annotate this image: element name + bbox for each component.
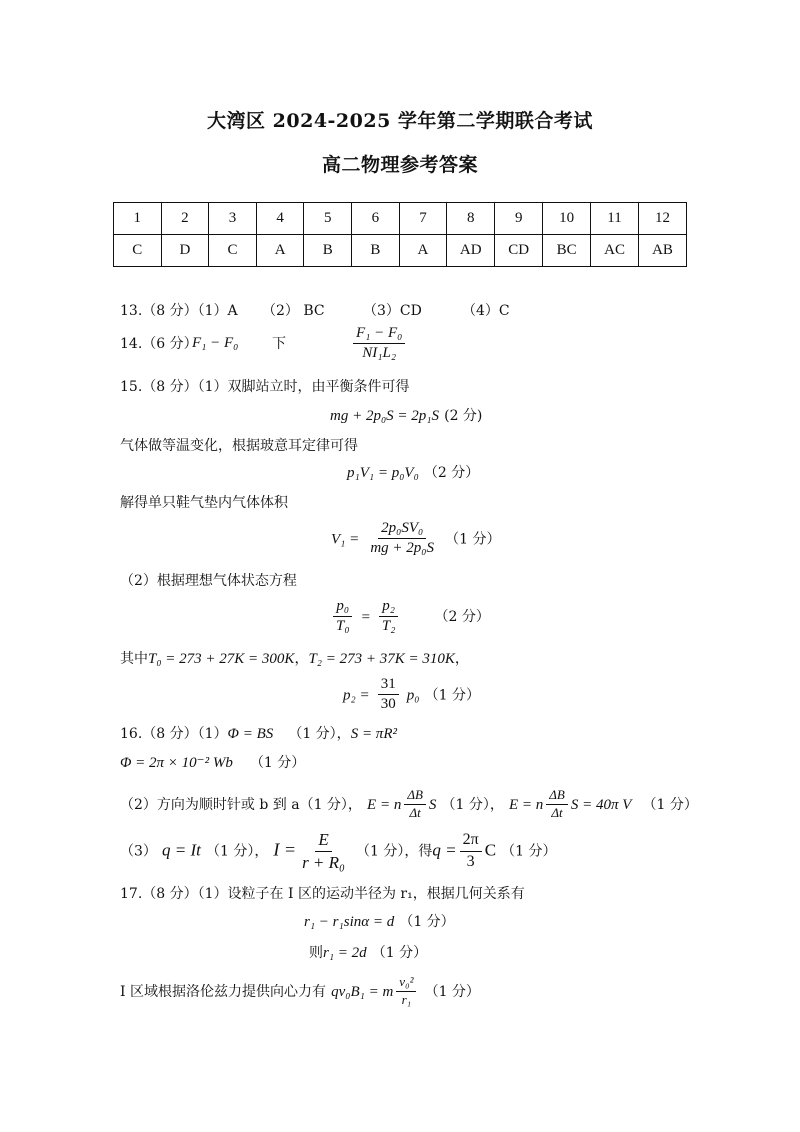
answer-table-answer-row (114, 235, 687, 267)
q13-part1: （1）A (197, 303, 238, 319)
q15-line-5-prefix: 其中 (120, 651, 148, 667)
q15-eq-5-numerator: 31 (378, 676, 399, 695)
q15-line-1: 15.（8 分）（1）双脚站立时，由平衡条件可得 (120, 379, 410, 395)
question-number-cell: 7 (399, 203, 447, 235)
question-number-cell: 10 (543, 203, 591, 235)
q17-line-3-numerator: v₀² (396, 975, 416, 992)
answer-cell: AB (639, 235, 687, 267)
q16-line-4-score-3: （1 分） (501, 843, 557, 860)
q14-head: 14.（6 分） (120, 336, 198, 352)
q16-line-4-eq2-denominator: r + R₀ (302, 852, 345, 872)
q16-line-3 (120, 788, 698, 821)
q16-line-2 (120, 752, 305, 772)
q17-line-3 (120, 975, 480, 1008)
exam-title: 大湾区 2024-2025 学年第二学期联合考试 (207, 110, 593, 132)
q15-line-5-end: ， (454, 651, 469, 667)
q13-part3: （3）CD (363, 303, 422, 319)
answer-cell: AC (591, 235, 639, 267)
answer-cell: A (256, 235, 304, 267)
exam-subtitle: 高二物理参考答案 (321, 154, 478, 176)
q15-eq-1 (330, 405, 482, 425)
q16-line-4-eq2-numerator: E (315, 830, 331, 852)
q15-line-5-t0: T₀ = 273 + 27K = 300K (148, 651, 295, 667)
q15-eq-3-denominator: mg + 2p₀S (370, 540, 435, 557)
answer-cell: C (114, 235, 162, 267)
q15-eq-3-lhs: V₁ = (331, 531, 360, 548)
q16-line-4-head: （3） (120, 843, 157, 860)
question-number-cell: 12 (639, 203, 687, 235)
q13-line (120, 300, 238, 320)
q17-eq-2 (309, 942, 427, 962)
q17-eq-1-score: （1 分） (399, 914, 455, 930)
answer-cell: A (399, 235, 447, 267)
q15-eq-2-formula: p₁V₁ = p₀V₀ (347, 465, 419, 481)
q16-line-2-score: （1 分） (249, 755, 306, 771)
q15-line-3: 解得单只鞋气垫内气体体积 (120, 495, 288, 511)
answer-cell: AD (447, 235, 495, 267)
question-number-cell: 4 (256, 203, 304, 235)
q16-line-1-score: （1 分）， (288, 726, 351, 742)
question-number-cell: 5 (304, 203, 352, 235)
answer-cell: D (161, 235, 209, 267)
q17-eq-2-score: （1 分） (371, 945, 428, 961)
question-number-cell: 2 (161, 203, 209, 235)
q14-answer-1: F₁ − F₀ (192, 335, 239, 351)
question-number-cell: 9 (495, 203, 543, 235)
q15-eq-4: $\frac{\text{p₀}}{\text{T₀}}$ = $\frac{\text{p₂}}{\text{T₂}}$ （2 分） (330, 598, 490, 636)
q15-eq-1-score: (2 分) (444, 408, 483, 424)
answer-cell: C (209, 235, 257, 267)
q13-part4: （4）C (462, 303, 510, 319)
q17-eq-2-prefix: 则 (309, 945, 323, 961)
q15-eq-5-lhs: p₂ = (343, 687, 370, 704)
q16-line-3-head: （2）方向为顺时针或 b 到 a（1 分）， (120, 796, 362, 813)
q15-eq-5-score: （1 分） (424, 687, 480, 704)
q16-line-4-score-2: （1 分），得 (356, 843, 433, 860)
question-number-cell: 3 (209, 203, 257, 235)
q14-answer-3 (350, 325, 408, 363)
q17-eq-2-formula: r₁ = 2d (323, 945, 367, 961)
q15-line-5 (120, 648, 469, 668)
q15-line-2: 气体做等温变化，根据玻意耳定律可得 (120, 438, 358, 454)
q16-line-4-eq3-numerator: 2π (460, 831, 482, 851)
q16-line-4-score-1: （1 分）， (205, 843, 269, 860)
q16-line-4-eq3-denominator: 3 (466, 852, 475, 870)
q15-line-5-t2: T₂ = 273 + 37K = 310K (308, 651, 455, 667)
answer-cell: B (304, 235, 352, 267)
q15-eq-1-formula: mg + 2p₀S = 2p₁S (330, 408, 440, 424)
q16-line-3-eq2-numerator: ΔB (546, 788, 568, 805)
q16-line-3-eq2-denominator: Δt (551, 804, 563, 820)
q16-line-3-eq1-rhs: S (428, 796, 437, 813)
q17-eq-1 (304, 911, 455, 931)
q15-eq-5 (343, 676, 480, 714)
q15-eq-4-right-numerator: p₂ (379, 598, 398, 617)
q15-eq-4-left-numerator: p₀ (333, 598, 352, 617)
q17-line-3-score: （1 分） (424, 983, 480, 1000)
q15-eq-4-right-denominator: T₂ (381, 618, 396, 635)
q15-eq-2 (347, 462, 479, 482)
q15-line-5-sep: ， (294, 651, 309, 667)
question-number-cell: 11 (591, 203, 639, 235)
q16-line-1-eq: Φ = BS (227, 726, 274, 742)
q15-eq-3 (331, 520, 500, 558)
q13-part2: （2） BC (262, 303, 325, 319)
q17-line-3-lhs: qv₀B₁ = m (331, 983, 394, 1000)
q16-line-3-score-2: （1 分） (642, 796, 698, 813)
q16-line-3-score-1: （1 分）， (441, 796, 504, 813)
q16-line-3-eq2-lhs: E = n (508, 796, 544, 813)
q16-line-2-eq: Φ = 2π × 10⁻² Wb (120, 755, 233, 771)
q15-eq-5-rhs: p₀ (406, 687, 420, 704)
q16-line-3-eq1-numerator: ΔB (404, 788, 426, 805)
q16-line-1-head: 16.（8 分）（1） (120, 726, 228, 742)
q15-eq-2-score: （2 分） (423, 465, 480, 481)
q17-eq-1-formula: r₁ − r₁sinα = d (304, 914, 395, 930)
q15-eq-3-numerator: 2p₀SV₀ (378, 520, 426, 539)
answer-table (113, 202, 687, 267)
question-number-cell: 1 (114, 203, 162, 235)
q16-line-3-eq2-rhs: S = 40π V (570, 796, 632, 813)
answer-cell: CD (495, 235, 543, 267)
q16-line-4 (120, 830, 557, 872)
q14-answer-3-denominator: NI₁L₂ (362, 345, 397, 362)
q14-answer-2: 下 (272, 336, 286, 352)
q17-line-3-denominator: r₁ (401, 991, 412, 1007)
answer-cell: BC (543, 235, 591, 267)
q15-eq-3-score: （1 分） (445, 531, 501, 548)
q16-line-1-eq2: S = πR² (350, 726, 397, 742)
q15-eq-4-score: （2 分） (434, 609, 490, 626)
q15-line-4: （2）根据理想气体状态方程 (120, 573, 297, 589)
q17-line-3-prefix: I 区域根据洛伦兹力提供向心力有 (120, 983, 326, 1000)
q16-line-4-eq3-rhs: C (484, 840, 497, 860)
q16-line-4-eq3-lhs: q = (432, 840, 457, 860)
question-number-cell: 8 (447, 203, 495, 235)
q16-line-1 (120, 723, 397, 743)
q17-line-1: 17.（8 分）（1）设粒子在 I 区的运动半径为 r₁，根据几何关系有 (120, 886, 525, 902)
answer-table-number-row (114, 203, 687, 235)
q16-line-3-eq1-denominator: Δt (409, 804, 421, 820)
answer-cell: B (352, 235, 400, 267)
q16-line-3-eq1-lhs: E = n (367, 796, 402, 813)
q13-head: 13.（8 分） (120, 303, 198, 319)
q15-eq-5-denominator: 30 (380, 696, 396, 713)
question-number-cell: 6 (352, 203, 400, 235)
q15-eq-4-left-denominator: T₀ (336, 618, 350, 635)
q14-answer-3-numerator: F₁ − F₀ (353, 325, 405, 344)
q16-line-4-eq1: q = It (162, 840, 201, 860)
q16-line-4-eq2-lhs: I = (273, 839, 297, 860)
